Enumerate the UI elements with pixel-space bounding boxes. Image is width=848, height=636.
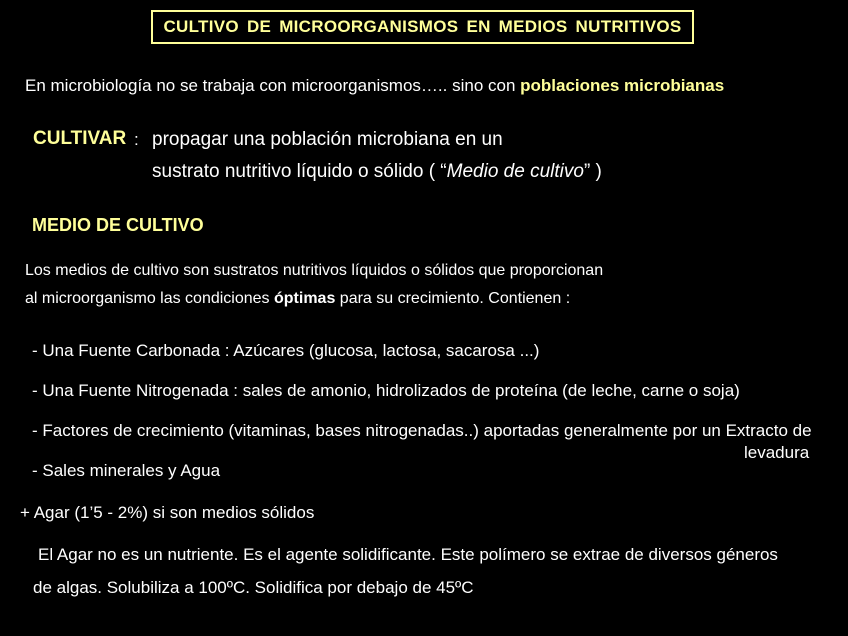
agar-line: + Agar (1’5 - 2%) si son medios sólidos (20, 503, 315, 522)
def2-prefix: sustrato nutritivo líquido o sólido ( “ (152, 161, 447, 182)
desc2-prefix: al microorganismo las condiciones (25, 290, 274, 307)
cultivar-colon: : (134, 130, 139, 149)
component-nitrogen-source: - Una Fuente Nitrogenada : sales de amonio, hidrolizados de proteína (de leche, carne o soja) (32, 381, 740, 400)
agar-note-line1: El Agar no es un nutriente. Es el agente solidificante. Este polímero se extrae de diversos géneros (38, 545, 778, 564)
description-line1: Los medios de cultivo son sustratos nutritivos líquidos o sólidos que proporcionan (25, 262, 604, 279)
component-growth-factors-cont: levadura (744, 443, 810, 462)
intro-highlight: poblaciones microbianas (520, 76, 725, 95)
intro-text: En microbiología no se trabaja con microorganismos….. sino con (25, 76, 521, 95)
component-minerals-water: - Sales minerales y Agua (32, 461, 221, 480)
medio-de-cultivo-heading: MEDIO DE CULTIVO (32, 215, 204, 235)
title-box (151, 10, 694, 44)
desc2-bold: óptimas (274, 290, 336, 307)
cultivar-definition-line1: propagar una población microbiana en un (152, 129, 503, 150)
desc2-suffix: para su crecimiento. Contienen : (335, 290, 571, 307)
def2-italic: Medio de cultivo (446, 161, 584, 182)
component-growth-factors: - Factores de crecimiento (vitaminas, bases nitrogenadas..) aportadas generalmente por un Extracto de (32, 421, 812, 440)
component-carbon-source: - Una Fuente Carbonada : Azúcares (glucosa, lactosa, sacarosa ...) (32, 341, 540, 360)
agar-note-line2: de algas. Solubiliza a 100ºC. Solidifica por debajo de 45ºC (33, 578, 474, 597)
cultivar-definition-line2 (152, 161, 602, 183)
intro-paragraph (25, 76, 724, 96)
description-line2 (25, 290, 570, 308)
cultivar-label: CULTIVAR (33, 128, 127, 149)
def2-suffix: ” ) (583, 161, 602, 182)
page-title: CULTIVO DE MICROORGANISMOS EN MEDIOS NUTRITIVOS (163, 17, 682, 36)
